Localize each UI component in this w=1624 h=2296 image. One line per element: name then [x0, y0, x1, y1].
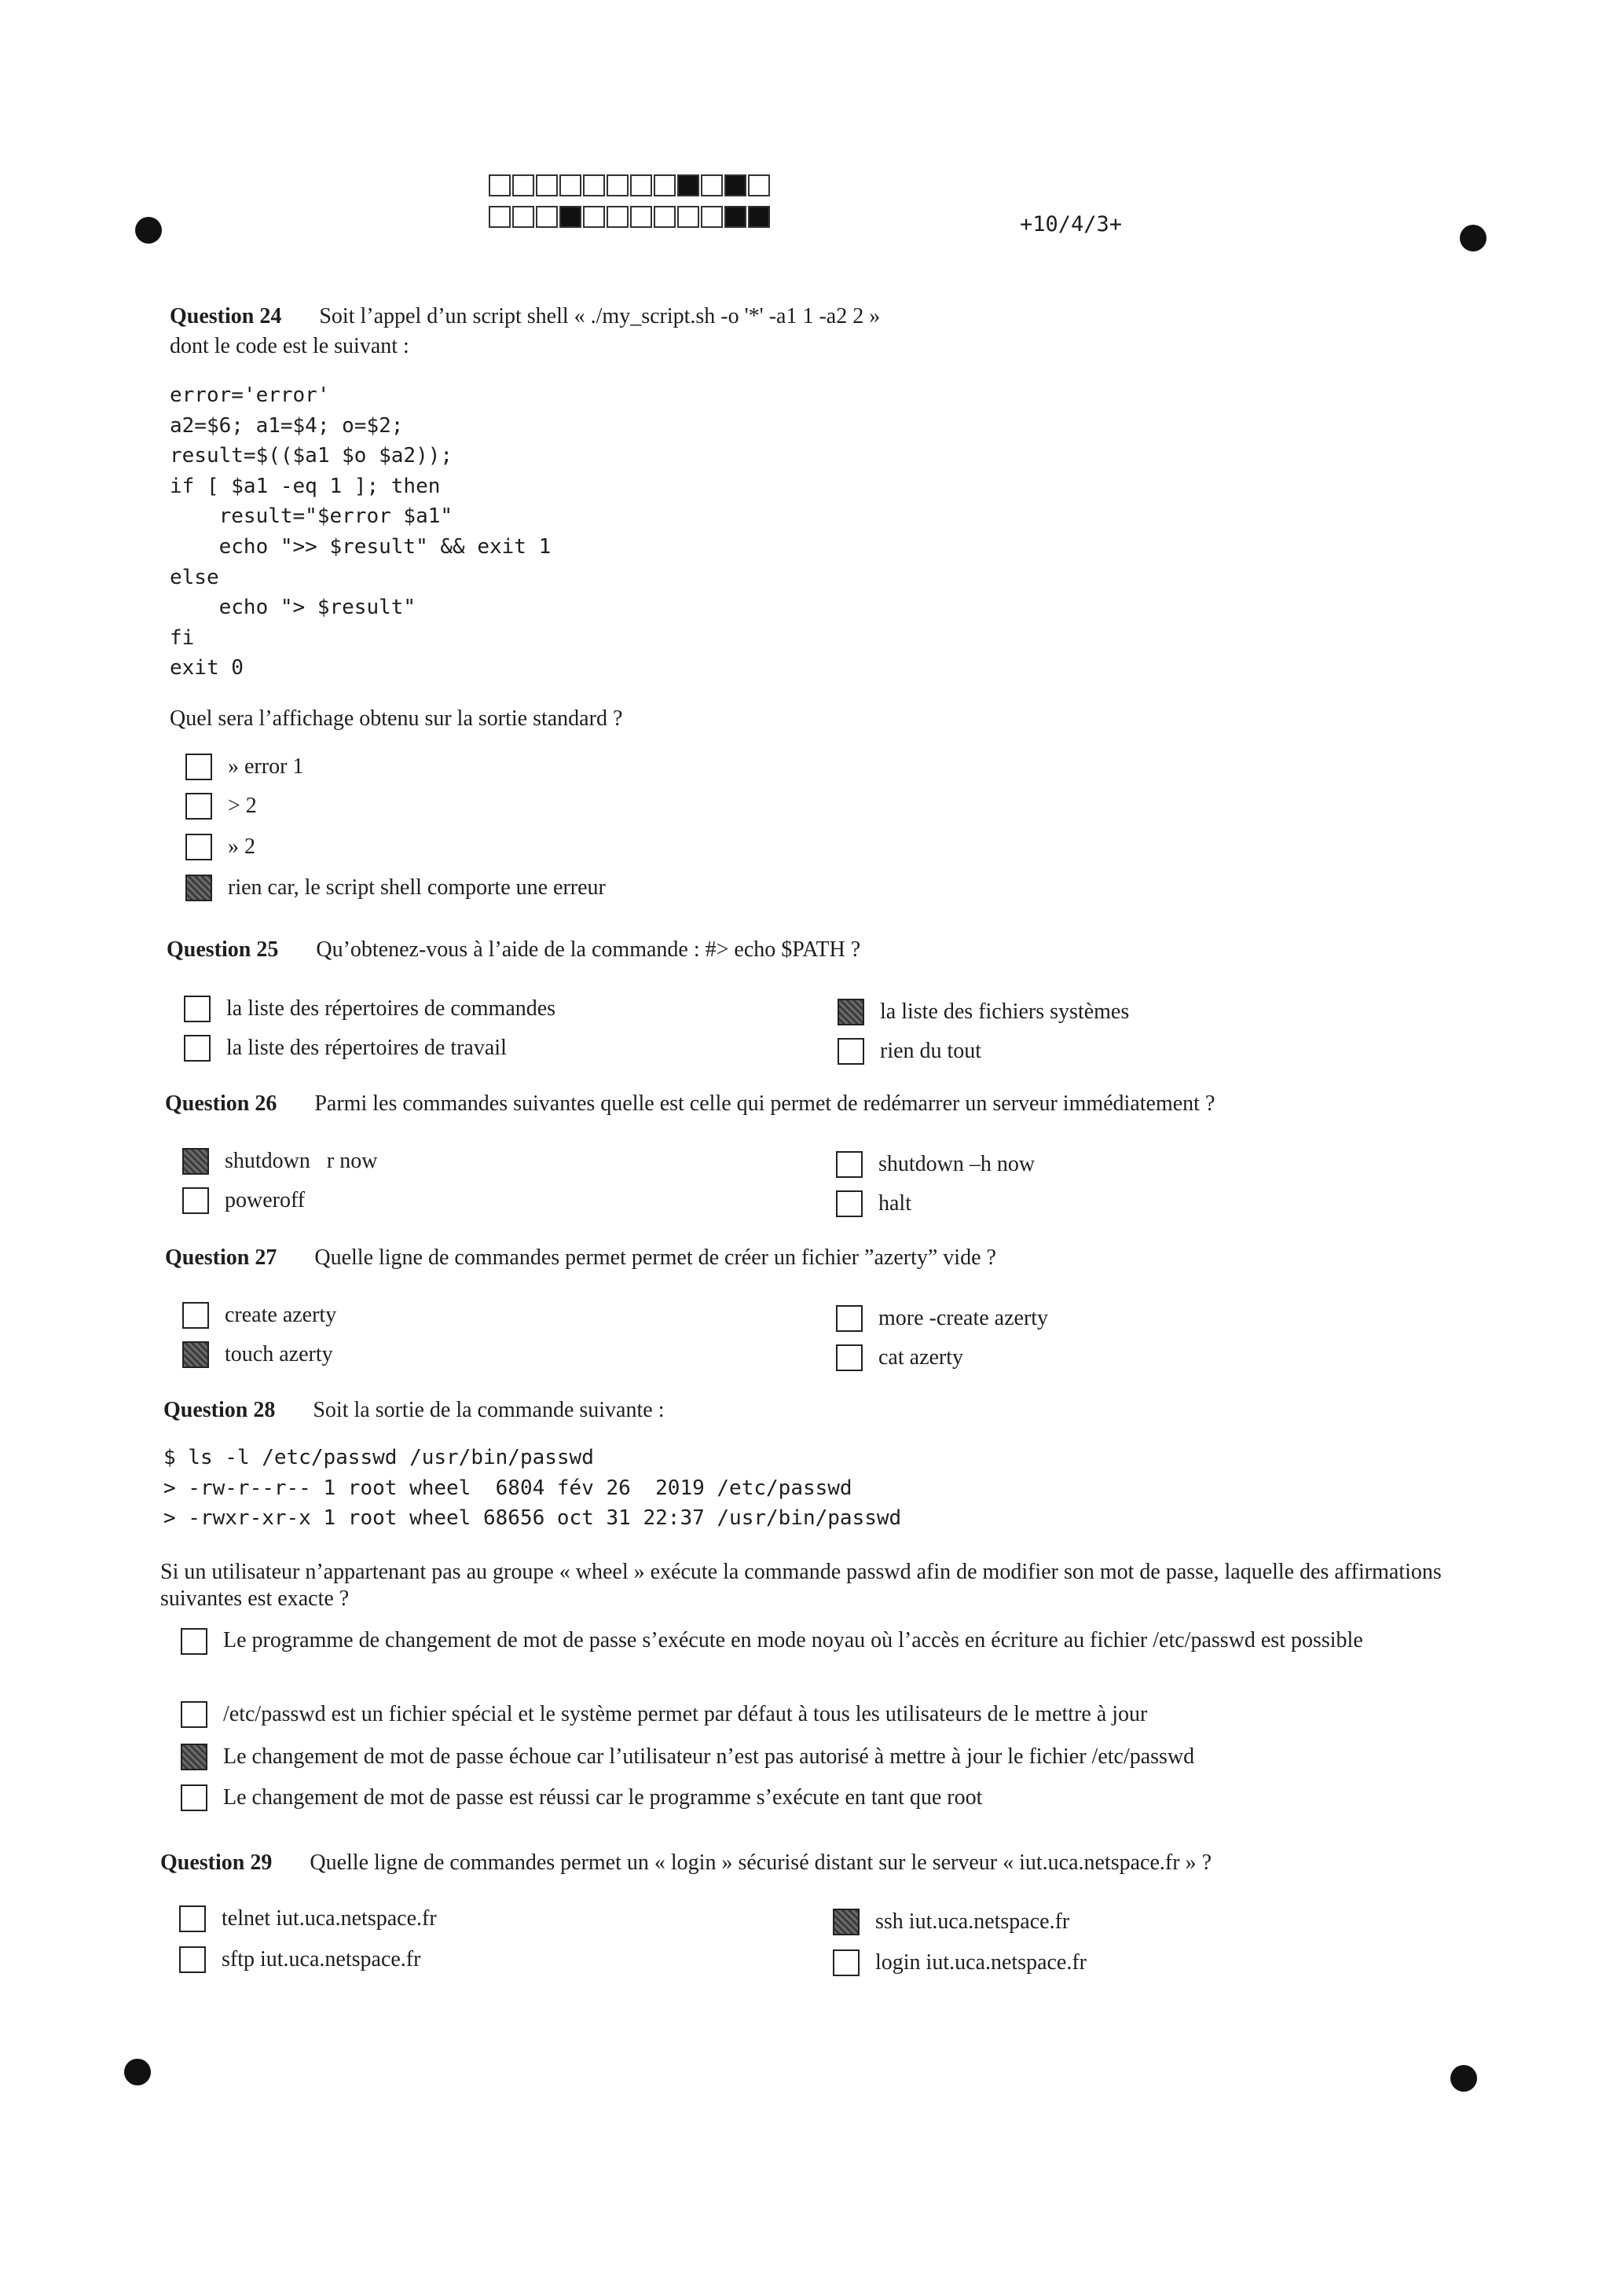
option-label: telnet iut.uca.netspace.fr	[222, 1906, 437, 1931]
q25-option-3[interactable]	[838, 996, 1129, 1028]
checkbox[interactable]	[185, 793, 212, 820]
option-label: cat azerty	[878, 1345, 964, 1370]
checkbox[interactable]	[838, 1038, 864, 1065]
question-29-header	[160, 1848, 1212, 1878]
q26-option-1[interactable]	[182, 1146, 377, 1177]
id-cell	[607, 174, 629, 196]
checkbox-checked[interactable]	[182, 1341, 209, 1368]
id-cell	[701, 206, 723, 228]
id-cell	[583, 206, 605, 228]
q28-option-3[interactable]	[181, 1741, 1194, 1773]
q25-option-4[interactable]	[838, 1036, 981, 1067]
question-text: Parmi les commandes suivantes quelle est celle qui permet de redémarrer un serveur immédiatement ?	[314, 1091, 1215, 1116]
id-cell	[489, 206, 511, 228]
option-label: login iut.uca.netspace.fr	[875, 1950, 1087, 1975]
q26-option-3[interactable]	[836, 1149, 1035, 1180]
checkbox-checked[interactable]	[838, 999, 864, 1025]
checkbox[interactable]	[181, 1784, 207, 1811]
question-24-text-cont: dont le code est le suivant :	[170, 334, 409, 358]
option-label: rien du tout	[880, 1039, 982, 1063]
registration-mark-top-left	[135, 217, 162, 244]
checkbox[interactable]	[182, 1302, 209, 1329]
option-label: la liste des répertoires de travail	[226, 1036, 507, 1060]
question-number: Question 28	[163, 1398, 276, 1422]
question-28-code: $ ls -l /etc/passwd /usr/bin/passwd > -rw-r--r-- 1 root wheel 6804 fév 26 2019 /etc/passwd > -rwxr-xr-x 1 root wheel 68656 oct 31 22:37 /usr/bin/passwd	[163, 1446, 902, 1531]
q28-option-1[interactable]	[181, 1628, 1480, 1655]
option-label: » 2	[228, 834, 255, 859]
registration-mark-top-right	[1460, 225, 1487, 251]
checkbox[interactable]	[184, 1035, 211, 1062]
option-label: rien car, le script shell comporte une erreur	[228, 875, 606, 900]
id-cell	[607, 206, 629, 228]
question-number: Question 25	[167, 937, 279, 962]
id-cell	[536, 174, 558, 196]
option-label: shutdown –h now	[878, 1152, 1036, 1176]
id-cell	[559, 206, 581, 228]
id-cell	[630, 206, 652, 228]
checkbox-checked[interactable]	[185, 875, 212, 901]
q28-option-4[interactable]	[181, 1782, 982, 1814]
id-cell	[701, 174, 723, 196]
checkbox[interactable]	[836, 1151, 863, 1178]
question-28-header	[163, 1396, 664, 1425]
question-24-prompt: Quel sera l’affichage obtenu sur la sortie standard ?	[170, 706, 623, 731]
question-number: Question 26	[165, 1091, 277, 1116]
question-number: Question 24	[170, 304, 282, 328]
q25-option-1[interactable]	[184, 993, 555, 1025]
id-cell	[512, 174, 534, 196]
checkbox[interactable]	[181, 1701, 207, 1728]
id-cell	[583, 174, 605, 196]
id-cell	[724, 206, 746, 228]
checkbox[interactable]	[833, 1949, 860, 1976]
checkbox[interactable]	[184, 996, 211, 1022]
checkbox[interactable]	[836, 1190, 863, 1217]
question-text: Quelle ligne de commandes permet permet de créer un fichier ”azerty” vide ?	[314, 1245, 996, 1270]
option-label: » error 1	[228, 754, 304, 779]
q29-option-3[interactable]	[833, 1906, 1069, 1938]
question-number: Question 29	[160, 1850, 273, 1875]
registration-mark-bottom-right	[1450, 2065, 1477, 2092]
option-label: shutdown r now	[225, 1149, 378, 1173]
q27-option-1[interactable]	[182, 1300, 336, 1331]
id-cell	[677, 174, 699, 196]
q27-option-4[interactable]	[836, 1342, 963, 1374]
question-text: Qu’obtenez-vous à l’aide de la commande : #> echo $PATH ?	[316, 937, 861, 962]
option-label: touch azerty	[225, 1342, 333, 1366]
question-27-header	[165, 1243, 996, 1273]
option-label: la liste des fichiers systèmes	[880, 999, 1130, 1024]
question-25-header	[167, 935, 860, 965]
checkbox[interactable]	[179, 1905, 206, 1932]
option-label: Le programme de changement de mot de passe s’exécute en mode noyau où l’accès en écriture au fichier /etc/passwd est possible	[223, 1628, 1363, 1652]
q24-option-4[interactable]	[185, 872, 606, 904]
question-text: Soit la sortie de la commande suivante :	[313, 1398, 665, 1422]
option-label: create azerty	[225, 1303, 337, 1327]
q27-option-3[interactable]	[836, 1303, 1048, 1334]
id-cell	[724, 174, 746, 196]
checkbox[interactable]	[181, 1628, 207, 1655]
checkbox[interactable]	[185, 834, 212, 860]
checkbox[interactable]	[185, 754, 212, 780]
id-cell	[536, 206, 558, 228]
q24-option-3[interactable]	[185, 831, 255, 863]
question-28-prompt: Si un utilisateur n’appartenant pas au groupe « wheel » exécute la commande passwd afin de modifier son mot de passe, laquelle des affirmations suivantes est exacte ?	[160, 1560, 1442, 1611]
option-label: sftp iut.uca.netspace.fr	[222, 1947, 421, 1971]
checkbox-checked[interactable]	[181, 1744, 207, 1770]
registration-mark-bottom-left	[124, 2059, 151, 2085]
question-26-header	[165, 1089, 1215, 1119]
id-cell	[559, 174, 581, 196]
checkbox-checked[interactable]	[833, 1909, 860, 1935]
page-code: +10/4/3+	[1020, 212, 1123, 237]
option-label: Le changement de mot de passe échoue car l’utilisateur n’est pas autorisé à mettre à jour le fichier /etc/passwd	[223, 1744, 1195, 1769]
option-label: halt	[878, 1191, 911, 1216]
checkbox-checked[interactable]	[182, 1148, 209, 1175]
question-24-code: error='error' a2=$6; a1=$4; o=$2; result=$(($a1 $o $a2)); if [ $a1 -eq 1 ]; then result="$error $a1" echo ">> $result" && exit 1 else echo "> $result" fi exit 0	[170, 383, 552, 680]
id-cell	[630, 174, 652, 196]
q27-option-2[interactable]	[182, 1339, 333, 1370]
q24-option-2[interactable]	[185, 790, 257, 822]
question-24-header	[170, 302, 880, 332]
question-text: Quelle ligne de commandes permet un « login » sécurisé distant sur le serveur « iut.uca.netspace.fr » ?	[310, 1850, 1212, 1875]
option-label: Le changement de mot de passe est réussi car le programme s’exécute en tant que root	[223, 1785, 983, 1810]
option-label: la liste des répertoires de commandes	[226, 996, 556, 1021]
id-cell	[654, 174, 676, 196]
q28-option-2[interactable]	[181, 1699, 1147, 1730]
q29-option-4[interactable]	[833, 1947, 1087, 1979]
q29-option-2[interactable]	[179, 1944, 420, 1975]
option-label: > 2	[228, 794, 257, 818]
question-number: Question 27	[165, 1245, 277, 1270]
checkbox[interactable]	[836, 1344, 863, 1371]
id-cell	[677, 206, 699, 228]
option-label: ssh iut.uca.netspace.fr	[875, 1909, 1070, 1934]
id-cell	[489, 174, 511, 196]
option-label: more -create azerty	[878, 1306, 1049, 1330]
question-text: Soit l’appel d’un script shell « ./my_script.sh -o '*' -a1 1 -a2 2 »	[319, 304, 881, 328]
checkbox[interactable]	[182, 1187, 209, 1214]
id-cell	[512, 206, 534, 228]
q25-option-2[interactable]	[184, 1032, 507, 1064]
q24-option-1[interactable]	[185, 751, 303, 783]
q29-option-1[interactable]	[179, 1903, 437, 1935]
option-label: poweroff	[225, 1188, 306, 1212]
id-cell	[748, 174, 770, 196]
option-label: /etc/passwd est un fichier spécial et le système permet par défaut à tous les utilisateurs de le mettre à jour	[223, 1702, 1148, 1726]
header-id-cells-row-1	[489, 174, 770, 196]
checkbox[interactable]	[836, 1305, 863, 1332]
q26-option-4[interactable]	[836, 1188, 911, 1220]
q26-option-2[interactable]	[182, 1185, 305, 1216]
id-cell	[748, 206, 770, 228]
header-id-cells-row-2	[489, 206, 770, 228]
checkbox[interactable]	[179, 1946, 206, 1973]
id-cell	[654, 206, 676, 228]
